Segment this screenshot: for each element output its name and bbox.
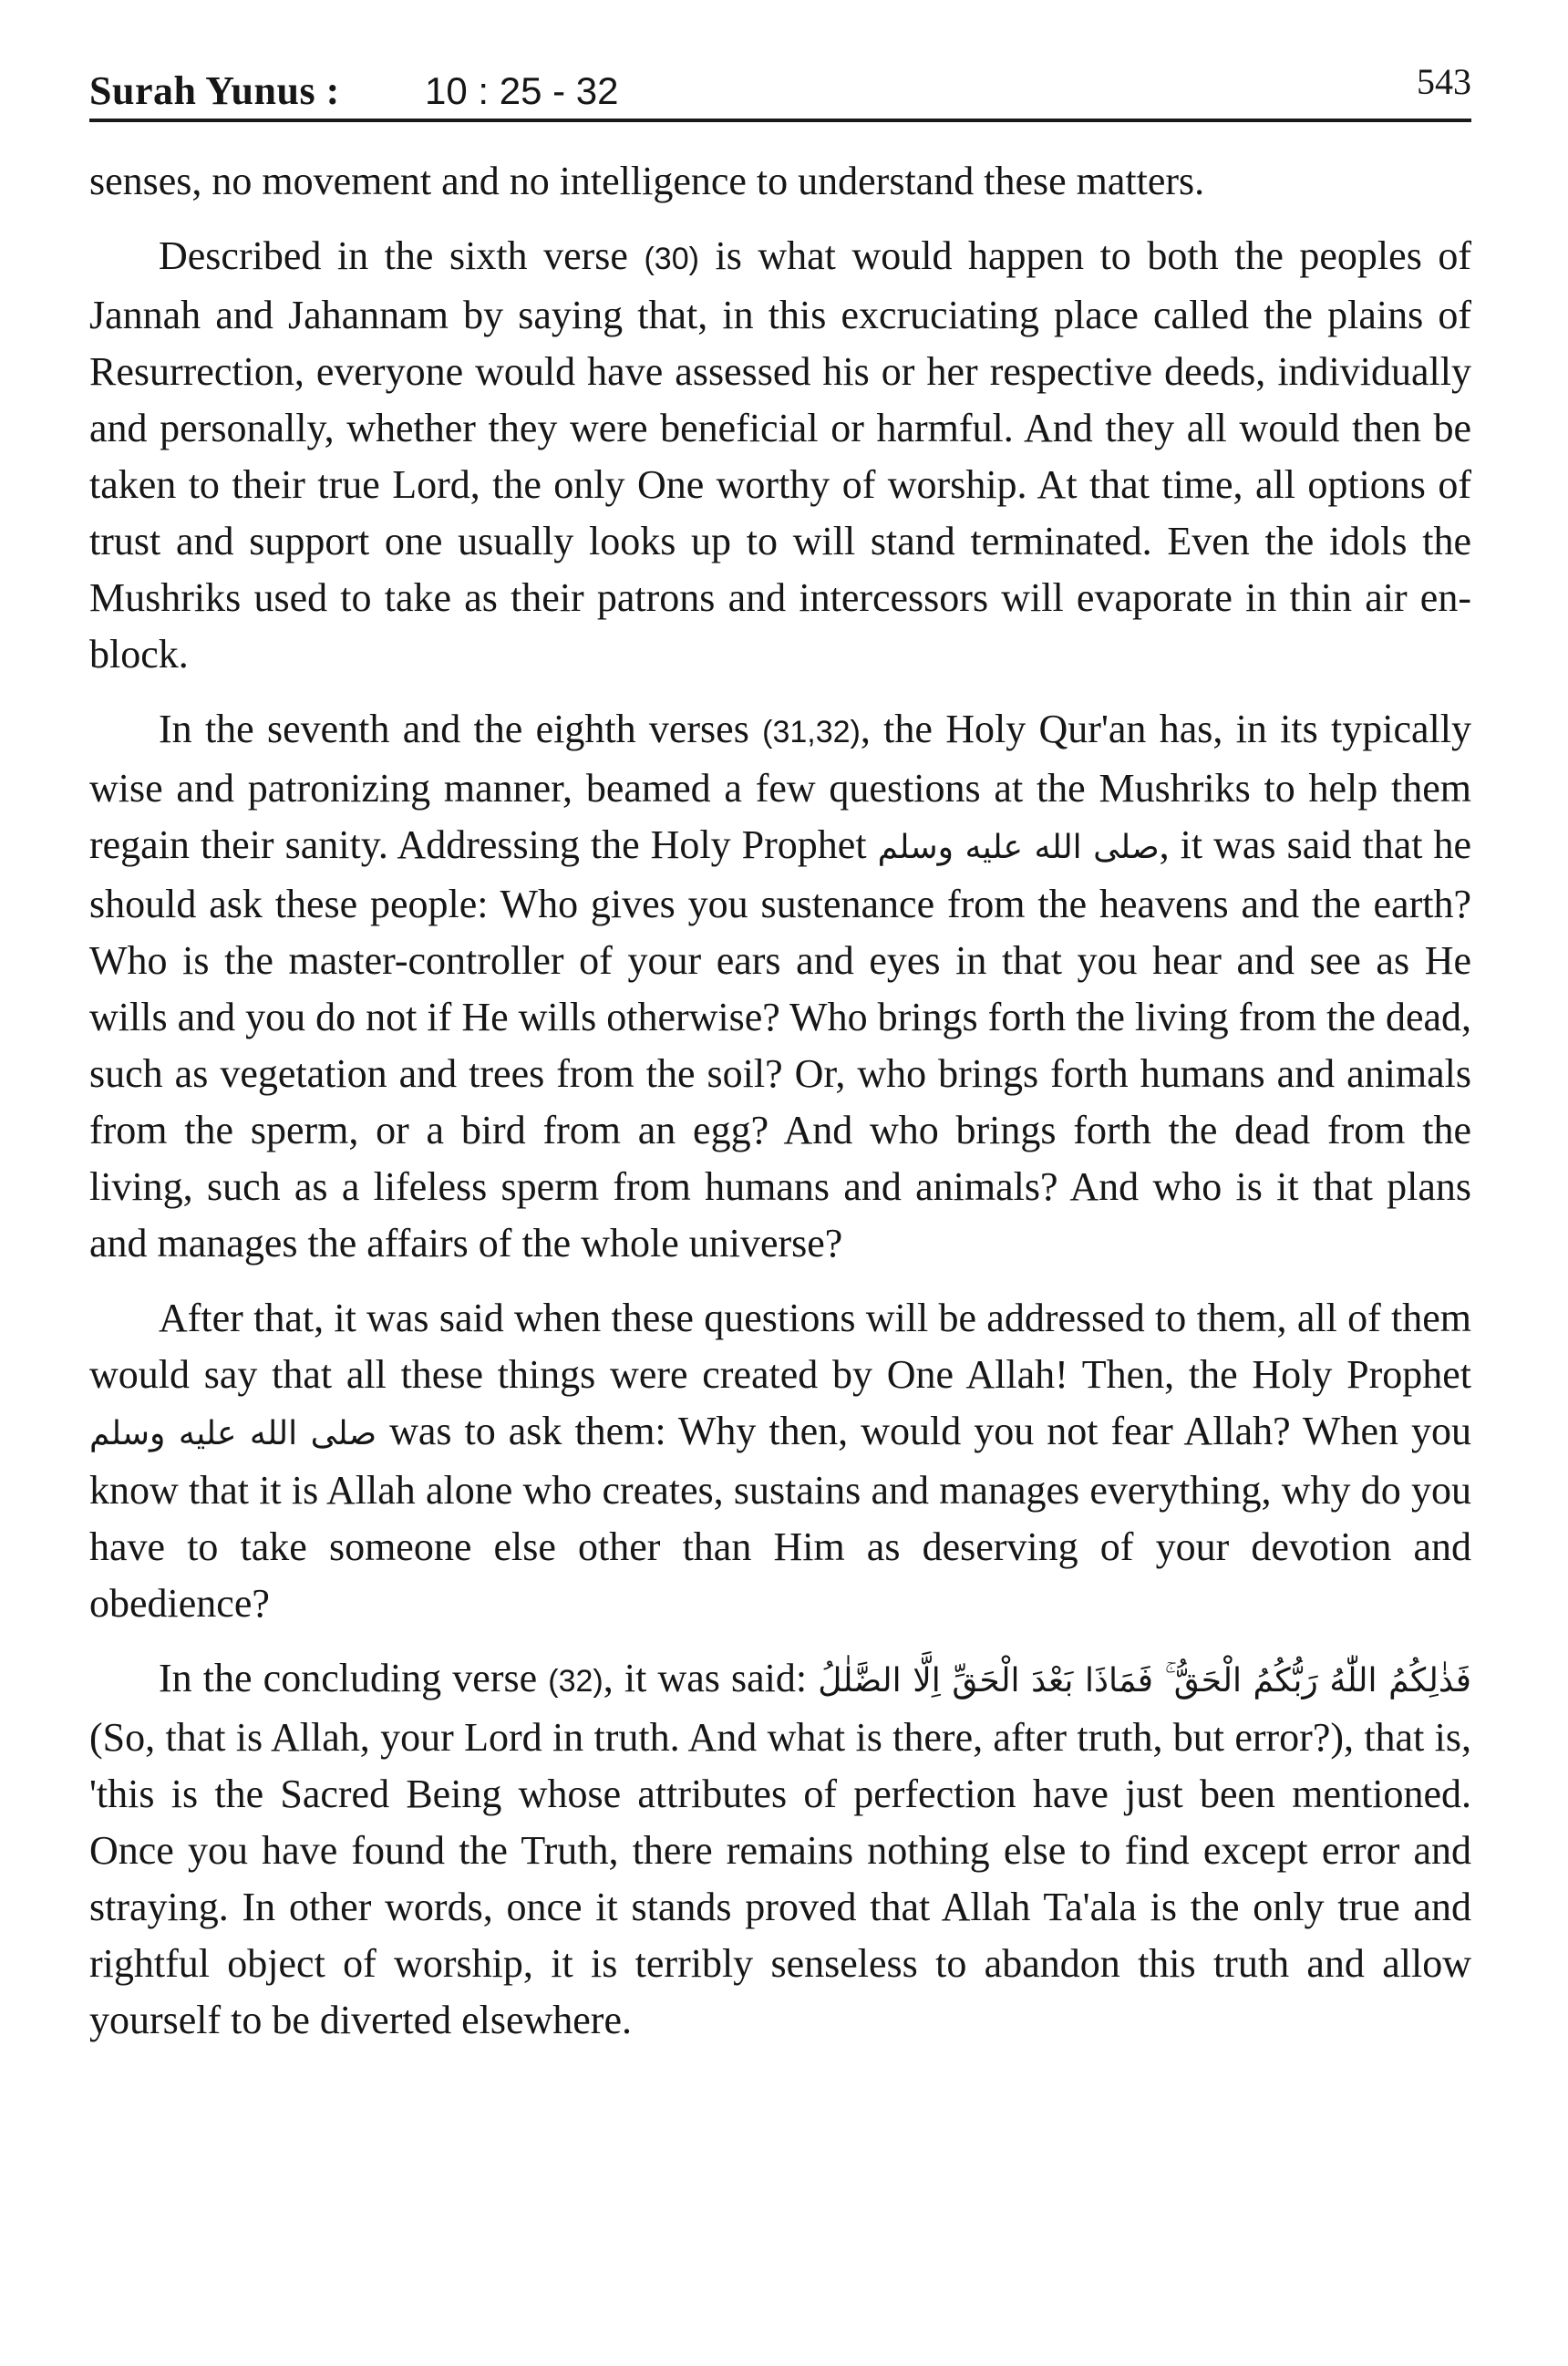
paragraph-2 xyxy=(89,228,1471,683)
paragraph-5-text-b: , it was said: xyxy=(603,1656,819,1700)
arabic-salutation: صلى الله عليه وسلم xyxy=(877,829,1160,866)
arabic-salutation: صلى الله عليه وسلم xyxy=(89,1415,377,1452)
paragraph-4 xyxy=(89,1290,1471,1632)
paragraph-5-text-c: (So, that is Allah, your Lord in truth. And what is there, after truth, but error?), that is, 'this is the Sacred Being whose attributes of perfection have just been mentioned. Once you have found the Truth, there remains nothing else to find except error and straying. In other words, once it stands proved that Allah Ta'ala is the only true and rightful object of worship, it is terribly senseless to abandon this truth and allow yourself to be diverted elsewhere. xyxy=(89,1715,1471,2042)
paragraph-5 xyxy=(89,1650,1471,2049)
surah-title: Surah Yunus : xyxy=(89,68,340,113)
paragraph-4-text-b: was to ask them: Why then, would you not fear Allah? When you know that it is Allah alone who creates, sustains and manages everything, why do you have to take someone else other than Him as deserving of your devotion and obedience? xyxy=(89,1409,1472,1626)
paragraph-2-text-b: is what would happen to both the peoples of Jannah and Jahannam by saying that, in this excruciating place called the plains of Resurrection, everyone would have assessed his or her respective deeds, individually and personally, whether they were beneficial or harmful. And they all would then be taken to their true Lord, the only One worthy of worship. At that time, all options of trust and support one usually looks up to will stand terminated. Even the idols the Mushriks used to take as their patrons and intercessors will evaporate in thin air en-block. xyxy=(89,233,1472,677)
paragraph-5-text-a: In the concluding verse xyxy=(159,1656,549,1700)
verse-reference: (32) xyxy=(548,1664,603,1699)
running-header xyxy=(89,60,1471,120)
arabic-verse-quote: فَذٰلِكُمُ اللّٰهُ رَبُّكُمُ الْحَقُّ ۚ فَمَاذَا بَعْدَ الْحَقِّ اِلَّا الضَّلٰلُ xyxy=(818,1662,1472,1700)
paragraph-3-text-b: , the Holy Qur'an has, in its typically wise and patronizing manner, beamed a few questions at the Mushriks to help them regain their sanity. Addressing the Holy Prophet xyxy=(89,707,1471,867)
paragraph-4-text-a: After that, it was said when these questions will be addressed to them, all of them would say that all these things were created by One Allah! Then, the Holy Prophet xyxy=(89,1296,1471,1397)
paragraph-1 xyxy=(89,153,1471,210)
paragraph-1-text: senses, no movement and no intelligence to understand these matters. xyxy=(89,159,1205,203)
verse-reference: (31,32) xyxy=(762,715,861,749)
verse-range: 10 : 25 - 32 xyxy=(425,69,619,112)
body-text xyxy=(89,153,1471,2067)
verse-reference: (30) xyxy=(644,242,699,276)
paragraph-3-text-c: , it was said that he should ask these people: Who gives you sustenance from the heavens and the earth? Who is the master-controller of your ears and eyes in that you hear and see as He wills and you do not if He wills otherwise? Who brings forth the living from the dead, such as vegetation and trees from the soil? Or, who brings forth humans and animals from the sperm, or a bird from an egg? And who brings forth the dead from the living, such as a lifeless sperm from humans and animals? And who is it that plans and manages the affairs of the whole universe? xyxy=(89,822,1471,1266)
page-number: 543 xyxy=(1417,61,1471,102)
header-divider xyxy=(89,119,1471,122)
paragraph-3 xyxy=(89,701,1471,1272)
paragraph-2-text-a: Described in the sixth verse xyxy=(159,233,645,278)
paragraph-3-text-a: In the seventh and the eighth verses xyxy=(159,707,763,751)
